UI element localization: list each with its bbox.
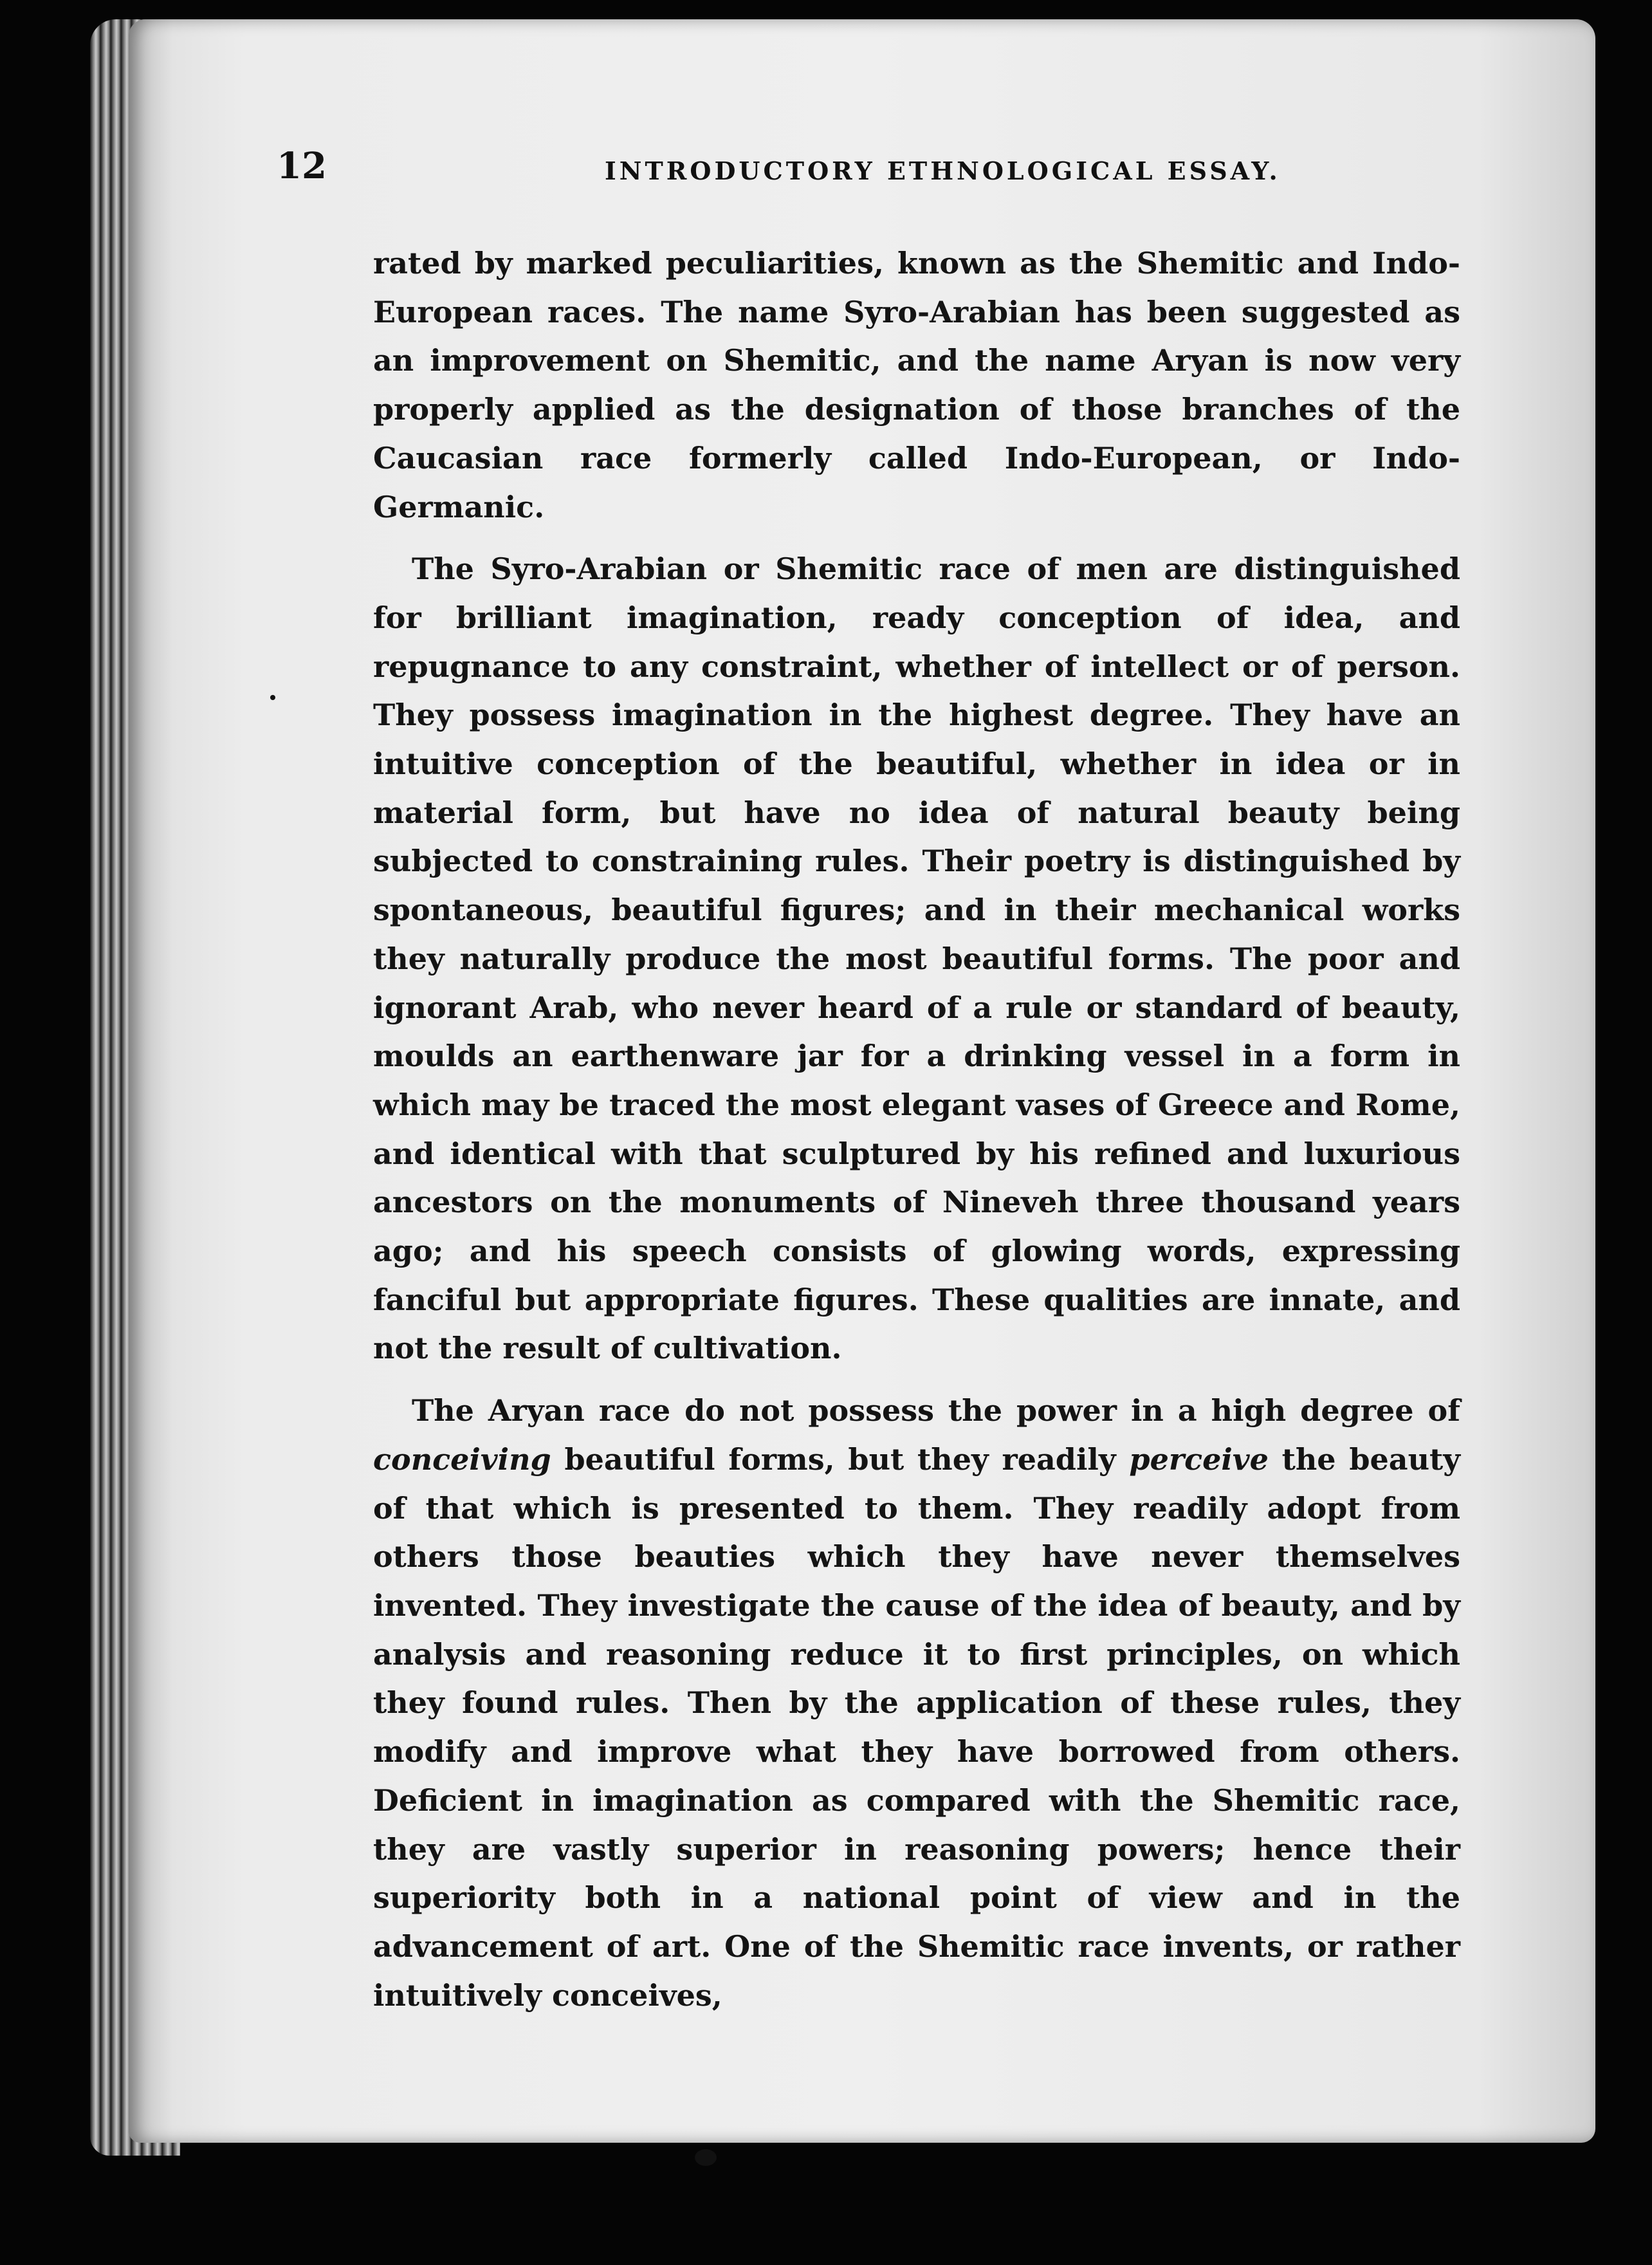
text-run: rated by marked peculiarities, known as the Shemitic and Indo-European races. The name Syro-Arabian has been suggested as an improvement on Shemitic, and the name Aryan is now very properly applied as the designation of those branches of the Caucasian race formerly called Indo-European, or Indo-Germanic.	[373, 246, 1460, 524]
body-text	[373, 239, 1460, 2020]
scan-speck	[270, 695, 275, 700]
italic-text: conceiving	[373, 1441, 551, 1477]
paragraph	[373, 545, 1460, 1373]
scan-speck	[695, 2149, 717, 2166]
running-title: INTRODUCTORY ETHNOLOGICAL ESSAY.	[605, 156, 1281, 185]
text-run: The Syro-Arabian or Shemitic race of men are distinguished for brilliant imagination, ready conception of idea, and repugnance to any constraint, whether of intellect or of person. They possess imagination in the highest degree. They have an intuitive conception of the beautiful, whether in idea or in material form, but have no idea of natural beauty being subjected to constraining rules. Their poetry is distinguished by spontaneous, beautiful figures; and in their mechanical works they naturally produce the most beautiful forms. The poor and ignorant Arab, who never heard of a rule or standard of beauty, moulds an earthenware jar for a drinking vessel in a form in which may be traced the most elegant vases of Greece and Rome, and identical with that sculptured by his refined and luxurious ancestors on the monuments of Nineveh three thousand years ago; and his speech consists of glowing words, expressing fanciful but appropriate figures. These qualities are innate, and not the result of cultivation.	[373, 551, 1460, 1366]
paragraph	[373, 239, 1460, 532]
text-run: beautiful forms, but they readily	[551, 1441, 1130, 1477]
paragraph	[373, 1387, 1460, 2020]
running-head	[277, 145, 1499, 203]
text-run: the beauty of that which is presented to them. They readily adopt from others those beauties which they have never themselves invented. They investigate the cause of the idea of beauty, and by analysis and reasoning reduce it to first principles, on which they found rules. Then by the application of these rules, they modify and improve what they have borrowed from others. Deficient in imagination as compared with the Shemitic race, they are vastly superior in reasoning powers; hence their superiority both in a national point of view and in the advancement of art. One of the Shemitic race invents, or rather intuitively conceives,	[373, 1441, 1460, 2013]
page-number: 12	[277, 145, 327, 187]
text-run: The Aryan race do not possess the power in a high degree of	[412, 1393, 1460, 1428]
italic-text: perceive	[1129, 1441, 1269, 1477]
